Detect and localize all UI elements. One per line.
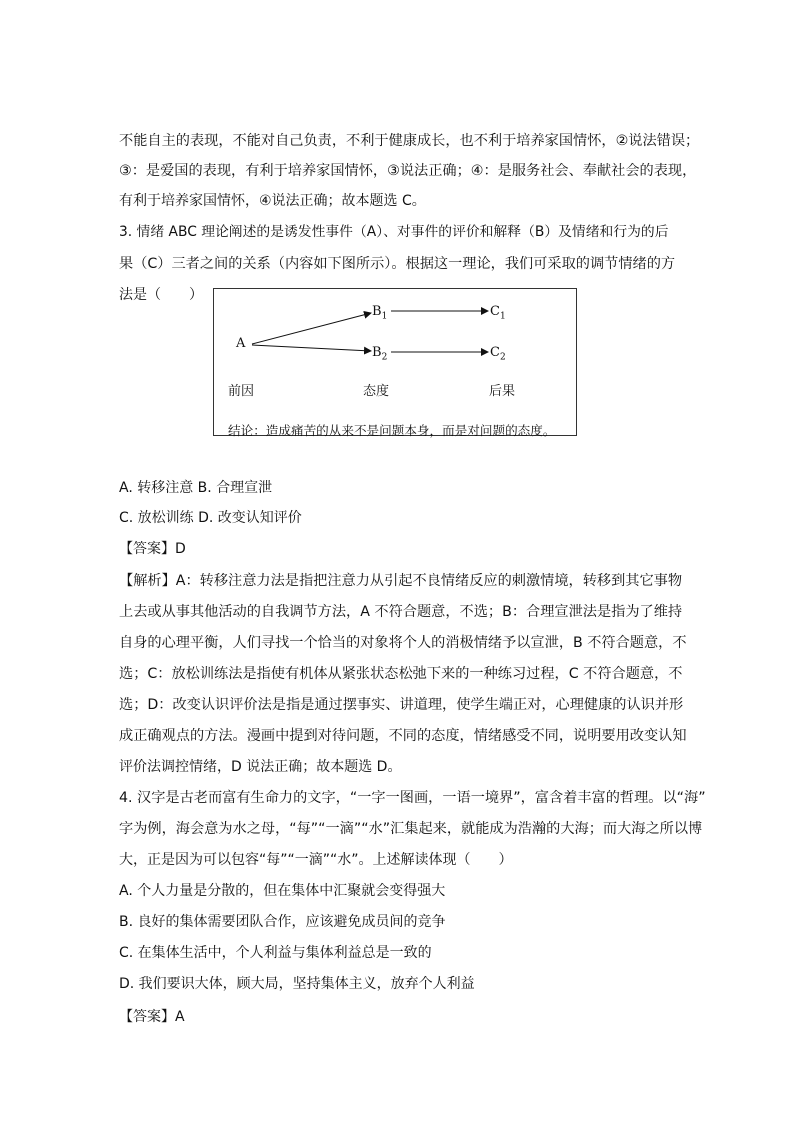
node-b1: $B_1$: [372, 304, 388, 322]
node-c1: $C_1$: [490, 304, 506, 322]
node-b2: $B_2$: [372, 345, 388, 363]
q4-stem-line: 字为例，海会意为水之母，“每”“一滴”“水”汇集起来，就能成为浩瀚的大海；而大海之所以博: [119, 821, 703, 837]
q2-analysis-line: 不能自主的表现，不能对自己负责，不利于健康成长，也不利于培养家国情怀，②说法错误；: [119, 133, 700, 149]
q3-stem-line: 3. 情绪 ABC 理论阐述的是诱发性事件（A）、对事件的评价和解释（B）及情绪和行为的后: [119, 224, 669, 240]
q3-analysis-line: 【解析】A：转移注意力法是指把注意力从引起不良情绪反应的刺激情境，转移到其它事物: [119, 573, 683, 589]
abc-arrows: [214, 289, 578, 437]
q3-answer: 【答案】D: [119, 541, 186, 557]
node-c2: $C_2$: [490, 345, 506, 363]
q3-option-line: C. 放松训练 D. 改变认知评价: [119, 510, 302, 526]
q3-analysis-line: 选；C：放松训练法是指使有机体从紧张状态松弛下来的一种练习过程，C 不符合题意，不: [119, 666, 683, 682]
label-attitude: 态度: [363, 384, 390, 399]
q3-stem-line: 果（C）三者之间的关系（内容如下图所示）。根据这一理论，我们可采取的调节情绪的方: [119, 256, 676, 272]
q4-option-line: C. 在集体生活中，个人利益与集体利益总是一致的: [119, 945, 432, 961]
q3-analysis-line: 自身的心理平衡，人们寻找一个恰当的对象将个人的消极情绪予以宣泄，B 不符合题意，不: [119, 635, 687, 651]
q4-option-line: A. 个人力量是分散的，但在集体中汇聚就会变得强大: [119, 883, 446, 899]
label-cause: 前因: [228, 384, 255, 399]
label-result: 后果: [489, 384, 516, 399]
q4-answer: 【答案】A: [119, 1009, 185, 1025]
q3-option-line: A. 转移注意 B. 合理宣泄: [119, 480, 273, 496]
q3-analysis-line: 评价法调控情绪，D 说法正确；故本题选 D。: [119, 759, 402, 775]
q4-option-line: B. 良好的集体需要团队合作，应该避免成员间的竞争: [119, 914, 446, 930]
q3-analysis-line: 上去或从事其他活动的自我调节方法，A 不符合题意，不选；B：合理宣泄法是指为了维持: [119, 604, 683, 620]
q3-analysis-line: 选；D：改变认识评价法是指是通过摆事实、讲道理，使学生端正对，心理健康的认识并形: [119, 697, 684, 713]
arrow-a-b1: [252, 313, 371, 344]
q2-analysis-line: 有利于培养家国情怀，④说法正确；故本题选 C。: [119, 193, 426, 209]
diagram-conclusion: 结论：造成痛苦的从来不是问题本身，而是对问题的态度。: [228, 423, 556, 438]
q4-stem-line: 大，正是因为可以包容“每”“一滴”“水”。上述解读体现（ ）: [119, 852, 513, 868]
q3-analysis-line: 成正确观点的方法。漫画中提到对待问题，不同的态度，情绪感受不同，说明要用改变认知: [119, 728, 687, 744]
q3-stem-line: 法是（ ）: [119, 287, 203, 303]
arrow-a-b2: [252, 345, 371, 351]
q4-stem-line: 4. 汉字是古老而富有生命力的文字，“一字一图画，一语一境界”，富含着丰富的哲理。以“海”: [119, 790, 706, 806]
q4-option-line: D. 我们要识大体，顾大局，坚持集体主义，放弃个人利益: [119, 976, 475, 992]
node-a: A: [236, 336, 246, 351]
abc-theory-diagram: [213, 288, 577, 436]
q2-analysis-line: ③：是爱国的表现，有利于培养家国情怀，③说法正确；④：是服务社会、奉献社会的表现，: [119, 163, 697, 179]
